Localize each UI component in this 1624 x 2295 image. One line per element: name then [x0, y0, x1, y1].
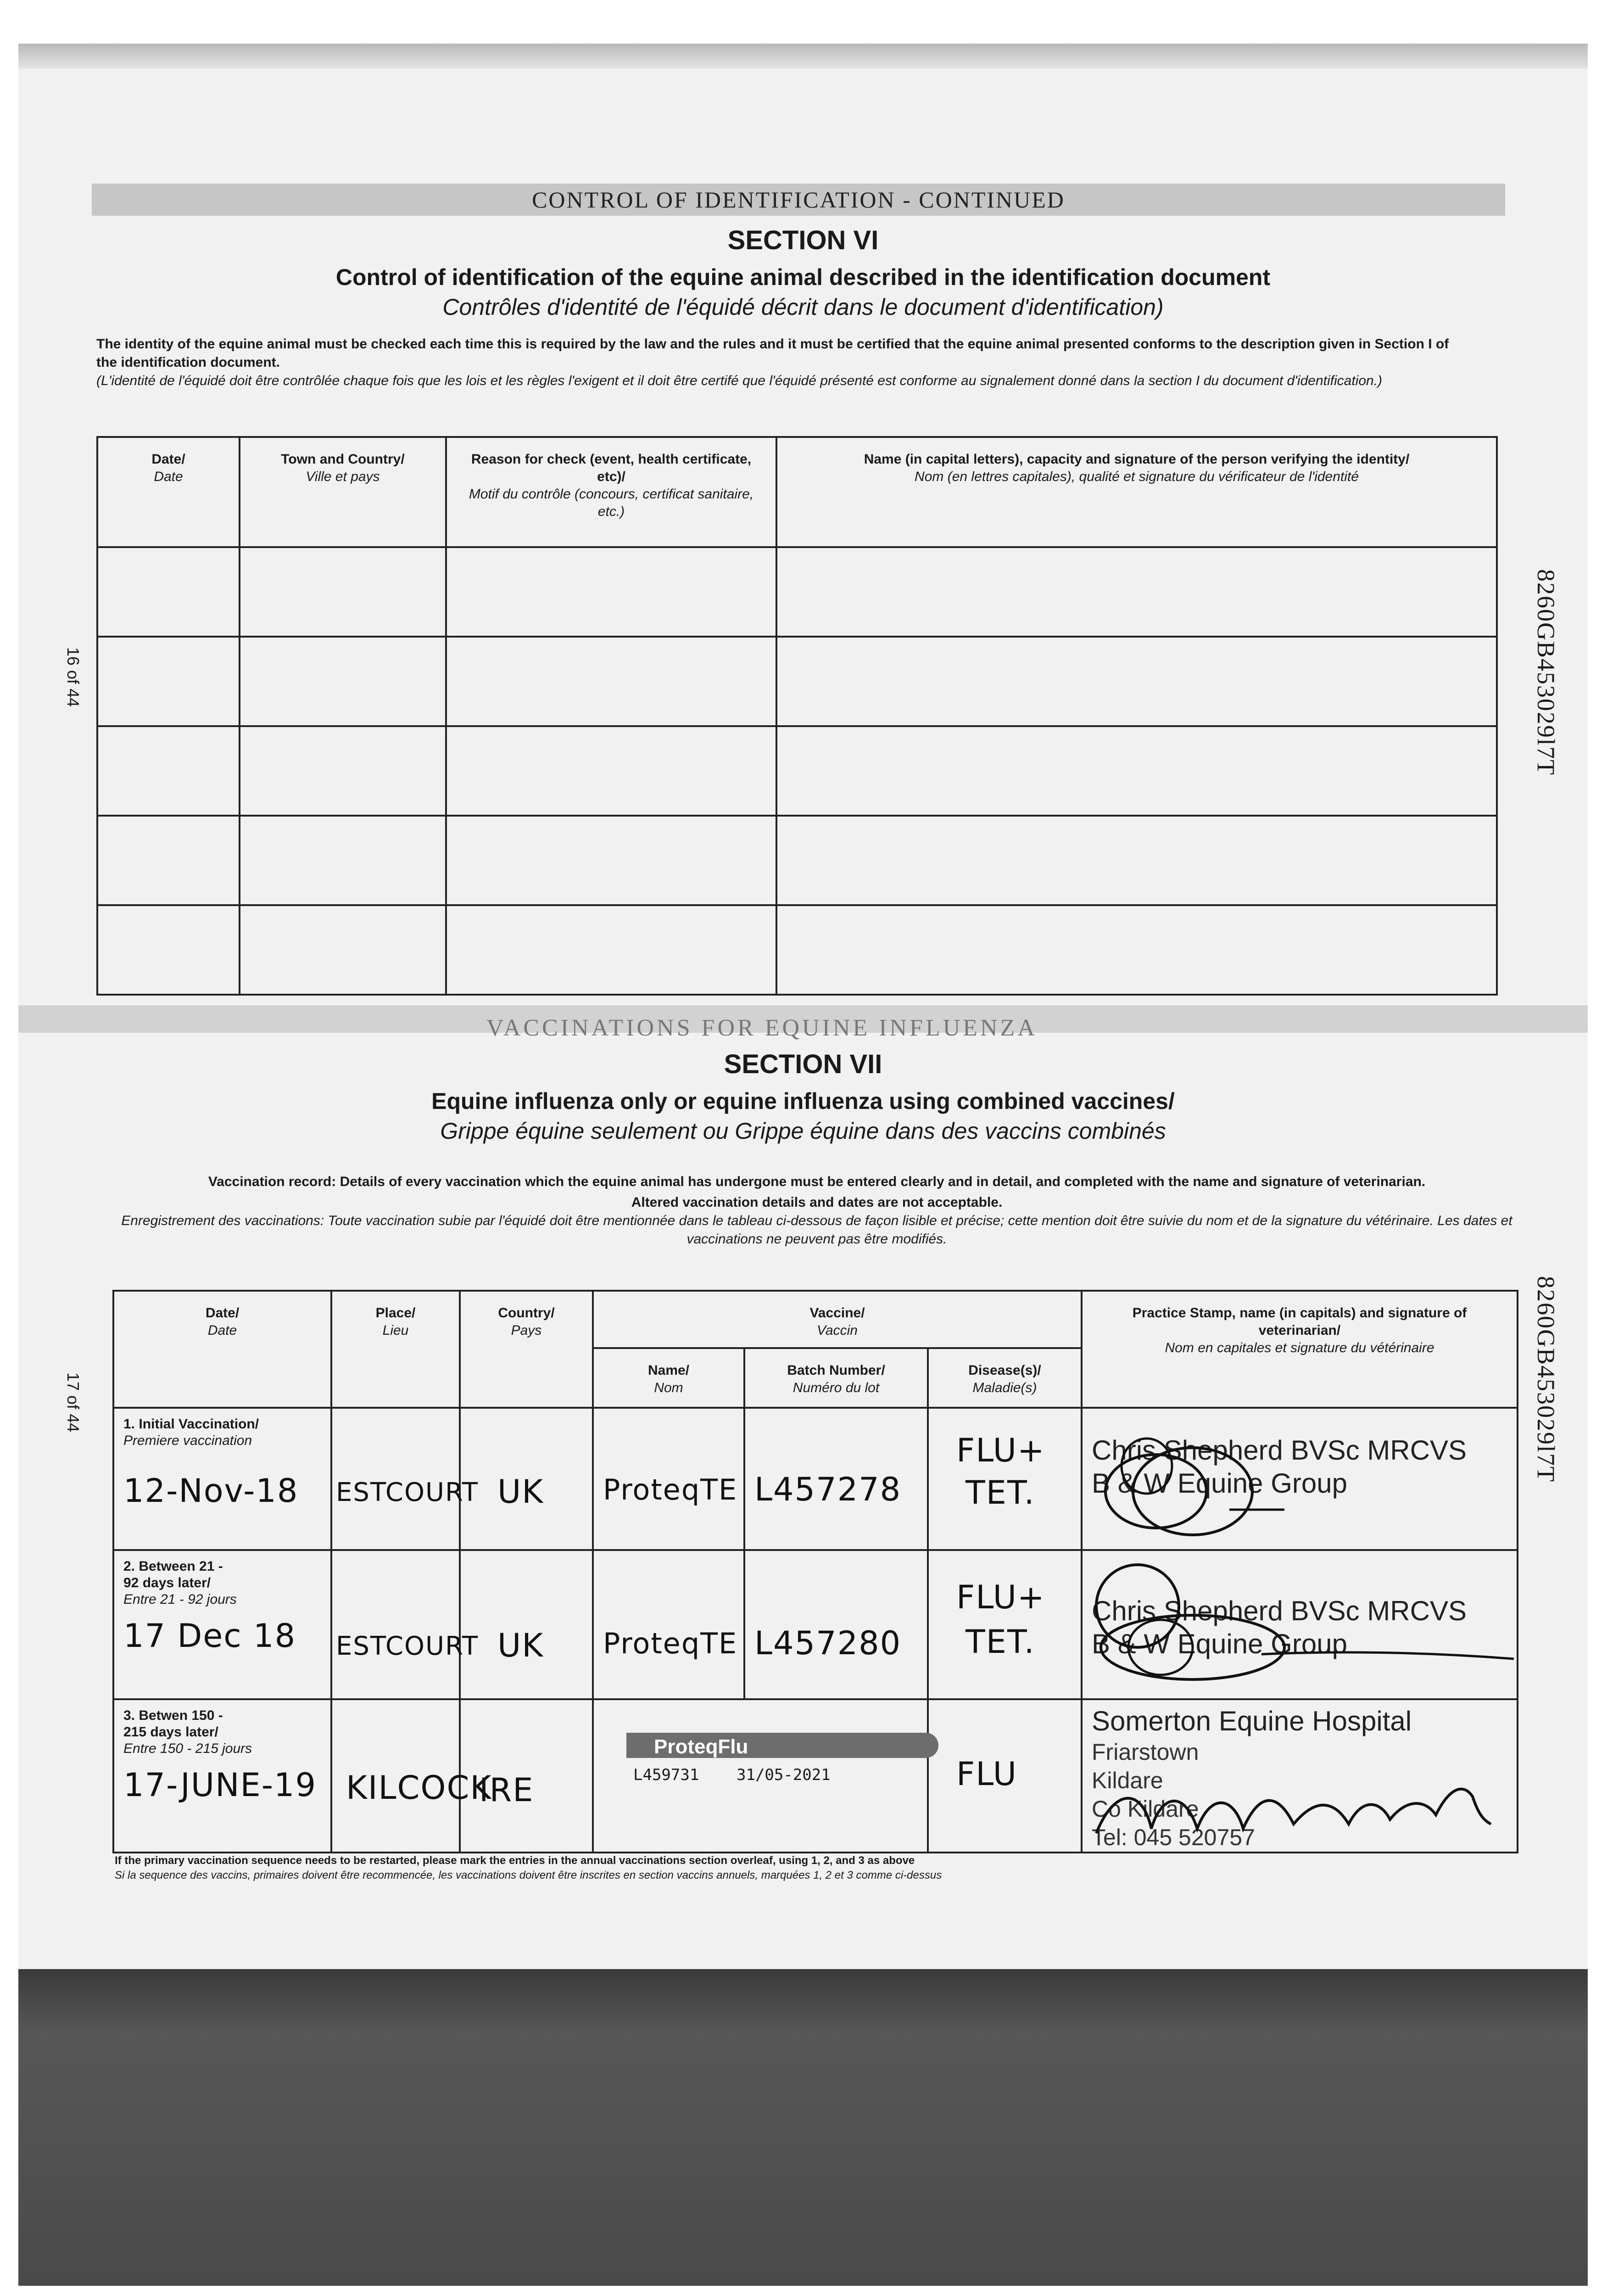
- scan-edge-top: [18, 44, 1588, 71]
- identity-check-header-row: [97, 437, 1497, 547]
- table-row: [97, 637, 1497, 726]
- table-row: [97, 905, 1497, 995]
- vax-vaccine-en: Vaccine/: [809, 1305, 865, 1321]
- row2-disease-1: FLU+: [956, 1579, 1045, 1616]
- vax-batch-fr: Numéro du lot: [792, 1380, 880, 1395]
- row2-country-cell: [460, 1550, 593, 1699]
- vax-col-place: [331, 1291, 460, 1408]
- row3-date: 17-JUNE-19: [123, 1766, 317, 1804]
- row3-stamp-line1: Somerton Equine Hospital: [1092, 1706, 1412, 1736]
- vax-col-date: [113, 1291, 331, 1408]
- row2-disease-cell: [928, 1550, 1082, 1699]
- row1-batch-cell: [744, 1408, 928, 1550]
- row2-name: ProteqTE: [603, 1627, 738, 1660]
- col-date-fr: Date: [154, 469, 183, 484]
- row2-name-cell: [593, 1550, 744, 1699]
- col-town-header: [240, 437, 446, 547]
- section-vii-title: SECTION VII: [724, 1049, 882, 1079]
- row2-stamp-cell: [1082, 1550, 1518, 1699]
- row2-place: ESTCOURT: [336, 1631, 479, 1661]
- col-town-fr: Ville et pays: [306, 469, 380, 484]
- row1-signature: [1092, 1422, 1284, 1537]
- section-vi-subtitle-en: Control of identification of the equine animal described in the identification document: [335, 264, 1271, 290]
- row3-disease-1: FLU: [956, 1755, 1018, 1793]
- col-town-en: Town and Country/: [281, 452, 405, 467]
- row3-label-fr: Entre 150 - 215 jours: [123, 1741, 252, 1756]
- row3-country: IRE: [479, 1771, 534, 1809]
- row2-stamp-line2: B & W Equine Group: [1092, 1629, 1347, 1659]
- side-code-upper: 8260GB453029l7T: [1532, 569, 1560, 776]
- section-header-band: [92, 184, 1505, 216]
- section-vii-subtitle-en: Equine influenza only or equine influenza using combined vaccines/: [431, 1088, 1175, 1114]
- vax-col-batch: [744, 1348, 928, 1408]
- row3-place-cell: [331, 1699, 492, 1853]
- vax-col-country: [460, 1291, 593, 1408]
- vax-name-en: Name/: [647, 1363, 690, 1378]
- scan-shadow-bottom: [18, 1969, 1588, 2286]
- col-reason-fr: Motif du contrôle (concours, certificat sanitaire, etc.): [469, 487, 754, 519]
- section-vi-title: SECTION VI: [727, 225, 879, 255]
- row2-country: UK: [497, 1627, 544, 1664]
- page-number-17: 17 of 44: [64, 1372, 83, 1433]
- row2-label-fr: Entre 21 - 92 jours: [123, 1592, 237, 1607]
- row1-name-cell: [593, 1408, 744, 1550]
- col-reason-en: Reason for check (event, health certificate, etc)/: [471, 452, 752, 484]
- vaccination-row-2: [113, 1550, 1518, 1699]
- row3-place: KILCOCK: [346, 1769, 492, 1807]
- col-date-en: Date/: [151, 452, 185, 467]
- vax-date-fr: Date: [207, 1323, 237, 1338]
- row1-disease-1: FLU+: [956, 1432, 1045, 1469]
- vax-col-disease: [928, 1348, 1082, 1408]
- section-vi-instruction-en: The identity of the equine animal must be checked each time this is required by the law and the rules and it must be certified that the equine animal presented conforms to the description given in Section I of the identification document.: [96, 336, 1449, 370]
- row3-stamp-line3: Kildare: [1092, 1768, 1163, 1793]
- col-reason-header: [446, 437, 776, 547]
- col-verifier-header: [776, 437, 1497, 547]
- row1-stamp-line2: B & W Equine Group: [1092, 1468, 1347, 1499]
- row1-label-en: 1. Initial Vaccination/: [123, 1416, 259, 1432]
- row1-name: ProteqTE: [603, 1473, 738, 1506]
- vax-place-fr: Lieu: [382, 1323, 409, 1338]
- row2-place-cell: [331, 1550, 479, 1699]
- header-band-text: CONTROL OF IDENTIFICATION - CONTINUED: [532, 187, 1065, 213]
- row1-batch: L457278: [754, 1471, 902, 1508]
- row1-country-cell: [460, 1408, 593, 1550]
- vaccination-record-en2: Altered vaccination details and dates are not acceptable.: [631, 1195, 1003, 1210]
- vax-vaccine-fr: Vaccin: [817, 1323, 858, 1338]
- table-row: [97, 547, 1497, 637]
- section-vi-subtitle-fr: Contrôles d'identité de l'équidé décrit dans le document d'identification): [442, 294, 1164, 320]
- row1-country: UK: [497, 1473, 544, 1511]
- row3-date-cell: [113, 1699, 331, 1853]
- col-verifier-en: Name (in capital letters), capacity and signature of the person verifying the identity/: [864, 452, 1410, 467]
- row3-country-cell: [460, 1699, 593, 1853]
- row3-stamp-line4: Co Kildare: [1092, 1796, 1199, 1822]
- row2-stamp-line1: Chris Shepherd BVSc MRCVS: [1092, 1595, 1467, 1626]
- row2-batch: L457280: [754, 1624, 902, 1662]
- vax-disease-fr: Maladie(s): [972, 1380, 1037, 1395]
- row2-batch-cell: [744, 1550, 928, 1699]
- vax-place-en: Place/: [375, 1305, 416, 1321]
- vax-country-en: Country/: [498, 1305, 555, 1321]
- vax-stamp-fr: Nom en capitales et signature du vétérinaire: [1165, 1340, 1434, 1355]
- vax-stamp-en: Practice Stamp, name (in capitals) and signature of veterinarian/: [1132, 1305, 1467, 1338]
- row2-disease-2: TET.: [965, 1623, 1035, 1661]
- vax-col-stamp: [1082, 1291, 1518, 1408]
- vax-col-name: [593, 1348, 744, 1408]
- row1-disease-cell: [928, 1408, 1082, 1550]
- row2-label-en: 2. Between 21 - 92 days later/: [123, 1559, 223, 1590]
- identity-check-table: [96, 436, 1498, 996]
- vax-batch-en: Batch Number/: [787, 1363, 885, 1378]
- row1-label-fr: Premiere vaccination: [123, 1433, 252, 1448]
- sticker-exp: 31/05-2021: [737, 1766, 831, 1784]
- row1-stamp-cell: [1082, 1408, 1518, 1550]
- row1-stamp-line1: Chris Shepherd BVSc MRCVS: [1092, 1435, 1467, 1466]
- row1-place: ESTCOURT: [336, 1478, 479, 1507]
- row3-label-en: 3. Betwen 150 - 215 days later/: [123, 1708, 223, 1740]
- vaccination-record-fr: Enregistrement des vaccinations: Toute vaccination subie par l'équidé doit être mentionnée dans le tableau ci-dessous de façon lisible et précise; cette mention doit être suivie du nom et de la signature du vétérinaire. Les dates et vaccinations ne peuvent pas être modifiés.: [121, 1213, 1512, 1247]
- table-row: [97, 726, 1497, 816]
- proteqflu-sticker: [626, 1733, 938, 1788]
- row3-stamp-line2: Friarstown: [1092, 1739, 1199, 1765]
- vax-disease-en: Disease(s)/: [968, 1363, 1041, 1378]
- row1-place-cell: [331, 1408, 479, 1550]
- row1-date: 12-Nov-18: [123, 1472, 299, 1510]
- sticker-lot: L459731: [633, 1766, 699, 1784]
- row2-date-cell: [113, 1550, 331, 1699]
- row3-signature: [1087, 1769, 1500, 1847]
- sticker-brand: ProteqFlu: [654, 1735, 748, 1758]
- row1-disease-2: TET.: [965, 1474, 1035, 1511]
- col-verifier-fr: Nom (en lettres capitales), qualité et signature du vérificateur de l'identité: [915, 469, 1359, 484]
- vax-name-fr: Nom: [654, 1380, 683, 1395]
- row2-date: 17 Dec 18: [123, 1617, 296, 1655]
- footnote-en: If the primary vaccination sequence needs to be restarted, please mark the entries in the annual vaccinations section overleaf, using 1, 2, and 3 as above: [115, 1854, 915, 1867]
- row2-signature: [1087, 1556, 1518, 1693]
- row3-stamp-cell: [1082, 1699, 1518, 1853]
- row3-stamp-line5: Tel: 045 520757: [1092, 1825, 1255, 1850]
- table-row: [97, 816, 1497, 905]
- vaccination-row-1: [113, 1408, 1518, 1550]
- col-date-header: [97, 437, 240, 547]
- vaccination-header-row-1: [113, 1291, 1518, 1348]
- vax-country-fr: Pays: [511, 1323, 542, 1338]
- page-number-16: 16 of 44: [64, 647, 83, 707]
- vaccination-record-en: Vaccination record: Details of every vaccination which the equine animal has undergone must be entered clearly and in detail, and completed with the name and signature of veterinarian.: [208, 1174, 1426, 1189]
- side-code-lower: 8260GB453029l7T: [1532, 1276, 1560, 1483]
- row1-date-cell: [113, 1408, 331, 1550]
- vax-col-vaccine: [593, 1291, 1082, 1348]
- section-vi-instruction-fr: (L'identité de l'équidé doit être contrôlée chaque fois que les lois et les règles l'exigent et il doit être certifé que l'équidé présenté est conforme au signalement donné dans la section I du document d'identification.): [96, 373, 1383, 388]
- vax-date-en: Date/: [205, 1305, 240, 1321]
- section-vii-subtitle-fr: Grippe équine seulement ou Grippe équine dans des vaccins combinés: [440, 1118, 1166, 1144]
- row3-disease-cell: [928, 1699, 1082, 1853]
- footnote-fr: Si la sequence des vaccins, primaires doivent être recommencée, les vaccinations doivent être inscrites en section vaccins annuels, marquées 1, 2 et 3 comme ci-dessus: [115, 1869, 942, 1881]
- fold-text: VACCINATIONS FOR EQUINE INFLUENZA: [486, 1015, 1038, 1041]
